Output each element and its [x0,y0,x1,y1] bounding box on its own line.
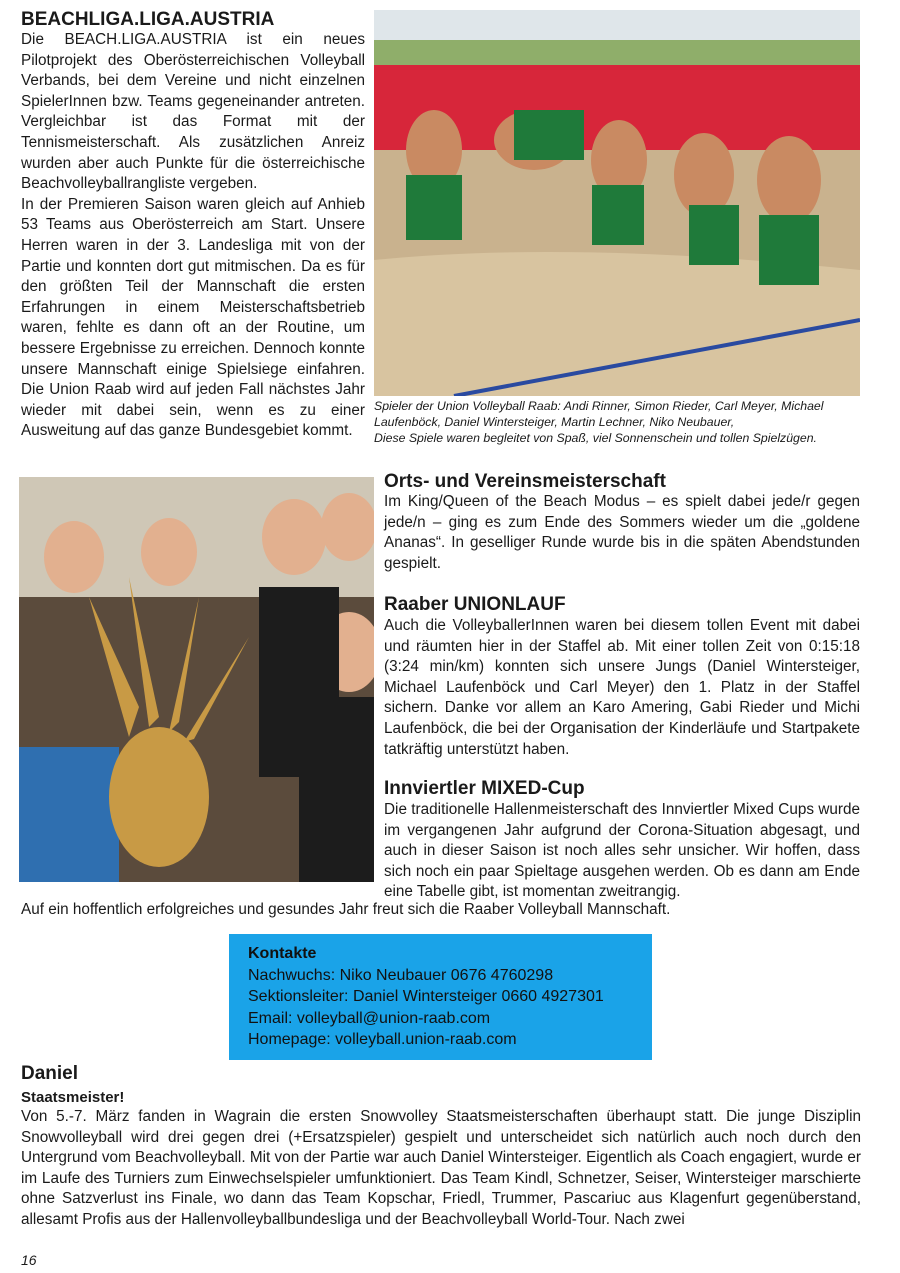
mixed-closing: Auf ein hoffentlich erfolgreiches und gesundes Jahr freut sich die Raaber Volleyball Mannschaft. [21,901,671,918]
contacts-email[interactable]: Email: volleyball@union-raab.com [248,1009,491,1027]
orts-text: Im King/Queen of the Beach Modus – es spielt dabei jede/r gegen jede/n – ging es zum Ende des Sommers wieder um die „goldene Ananas“. In geselliger Runde wurde bis in die späten Abendstunden gespielt. [384,493,860,572]
beachliga-text-1: Die BEACH.LIGA.AUSTRIA ist ein neues Pilotprojekt des Oberösterreichischen Volleyball Verbands, bei dem Vereine und nicht einzelnen SpielerInnen bzw. Teams gegeneinander antreten. Vergleichbar ist das Format mit der Tennismeisterschaft. Als zusätzlichen Anreiz wurden aber auch Punkte für die österreichische Beachvolleyballrangliste vergeben. [21,31,365,193]
contacts-nachwuchs: Nachwuchs: Niko Neubauer 0676 4760298 [248,966,554,984]
beach-team-photo-art [374,10,860,396]
contacts-sektionsleiter: Sektionsleiter: Daniel Wintersteiger 0660 4927301 [248,988,604,1005]
contacts-title: Kontakte [248,945,317,962]
contacts-homepage[interactable]: Homepage: volleyball.union-raab.com [248,1031,517,1048]
daniel-subheading: Staatsmeister! [21,1089,125,1106]
photo1-caption-line2: Diese Spiele waren begleitet von Spaß, viel Sonnenschein und tollen Spielzügen. [374,431,817,445]
mixed-heading: Innviertler MIXED-Cup [384,778,585,799]
page-number: 16 [21,1252,37,1268]
beach-team-photo [374,10,860,396]
contacts-box [229,934,652,1060]
golden-pineapple-photo-art [19,477,374,882]
orts-heading: Orts- und Vereinsmeisterschaft [384,471,666,492]
mixed-text: Die traditionelle Hallenmeisterschaft des Innviertler Mixed Cups wurde im vergangenen Jahr aufgrund der Corona-Situation abgesagt, und auch in dieser Saison ist noch alles sehr unsicher. Wir hoffen, dass sich noch ein paar Spieltage ausgehen werden. Ob es dann am Ende eine Tabelle gibt, ist momentan zweitrangig. [384,801,860,901]
unionlauf-text: Auch die VolleyballerInnen waren bei diesem tollen Event mit dabei und räumten hier in der Staffel ab. Mit einer tollen Zeit von 0:15:18 (3:24 min/km) konnten sich unsere Jungs (Daniel Wintersteiger, Michael Laufenböck und Carl Meyer) den 1. Platz in der Staffel sichern. Danke vor allem an Karo Amering, Gabi Rieder und Michi Laufenböck, die bei der Organisation der Kinderläufe und Startpakete tatkräftig unterstützt haben. [384,617,860,758]
beachliga-text-2: In der Premieren Saison waren gleich auf Anhieb 53 Teams aus Oberösterreich am Start. Unsere Herren waren in der 3. Landesliga mit von der Partie und konnten dort gut mitmischen. Da es für den größten Teil der Mannschaft die ersten Erfahrungen in einem Meisterschaftsbetrieb waren, fehlte es dann oft an der Routine, um bessere Ergebnisse zu erreichen. Dennoch konnte unsere Mannschaft einige Spielsiege einfahren. Die Union Raab wird auf jeden Fall nächstes Jahr wieder mit dabei sein, wenn es zu einer Ausweitung auf das ganze Bundesgebiet kommt. [21,195,365,440]
unionlauf-heading: Raaber UNIONLAUF [384,594,566,615]
photo1-caption [374,398,864,446]
golden-pineapple-photo [19,477,374,882]
beachliga-heading: BEACHLIGA.LIGA.AUSTRIA [21,9,275,30]
daniel-heading: Daniel [21,1063,79,1084]
photo1-caption-line1: Spieler der Union Volleyball Raab: Andi Rinner, Simon Rieder, Carl Meyer, Michael Laufenböck, Daniel Wintersteiger, Martin Lechner, Niko Neubauer, [374,399,824,429]
daniel-text: Von 5.-7. März fanden in Wagrain die ersten Snowvolley Staatsmeisterschaften überhaupt statt. Die junge Disziplin Snowvolleyball wird drei gegen drei (+Ersatzspieler) gespielt und unterscheidet sich natürlich auch noch durch den Untergrund vom Beachvolleyball. Mit von der Partie war auch Daniel Wintersteiger. Eigentlich als Coach engagiert, wurde er im Laufe des Turniers zum Einwechselspieler umfunktioniert. Das Team Kindl, Schnetzer, Seiser, Wintersteiger marschierte ohne Satzverlust ins Finale, wo dann das Team Kopschar, Friedl, Trummer, Pascariuc aus Klagenfurt gegenüberstand, allesamt Profis aus der Hallenvolleyballbundesliga und der Beachvolleyball World-Tour. Nach zwei [21,1108,861,1228]
beachliga-paragraph [21,30,365,442]
